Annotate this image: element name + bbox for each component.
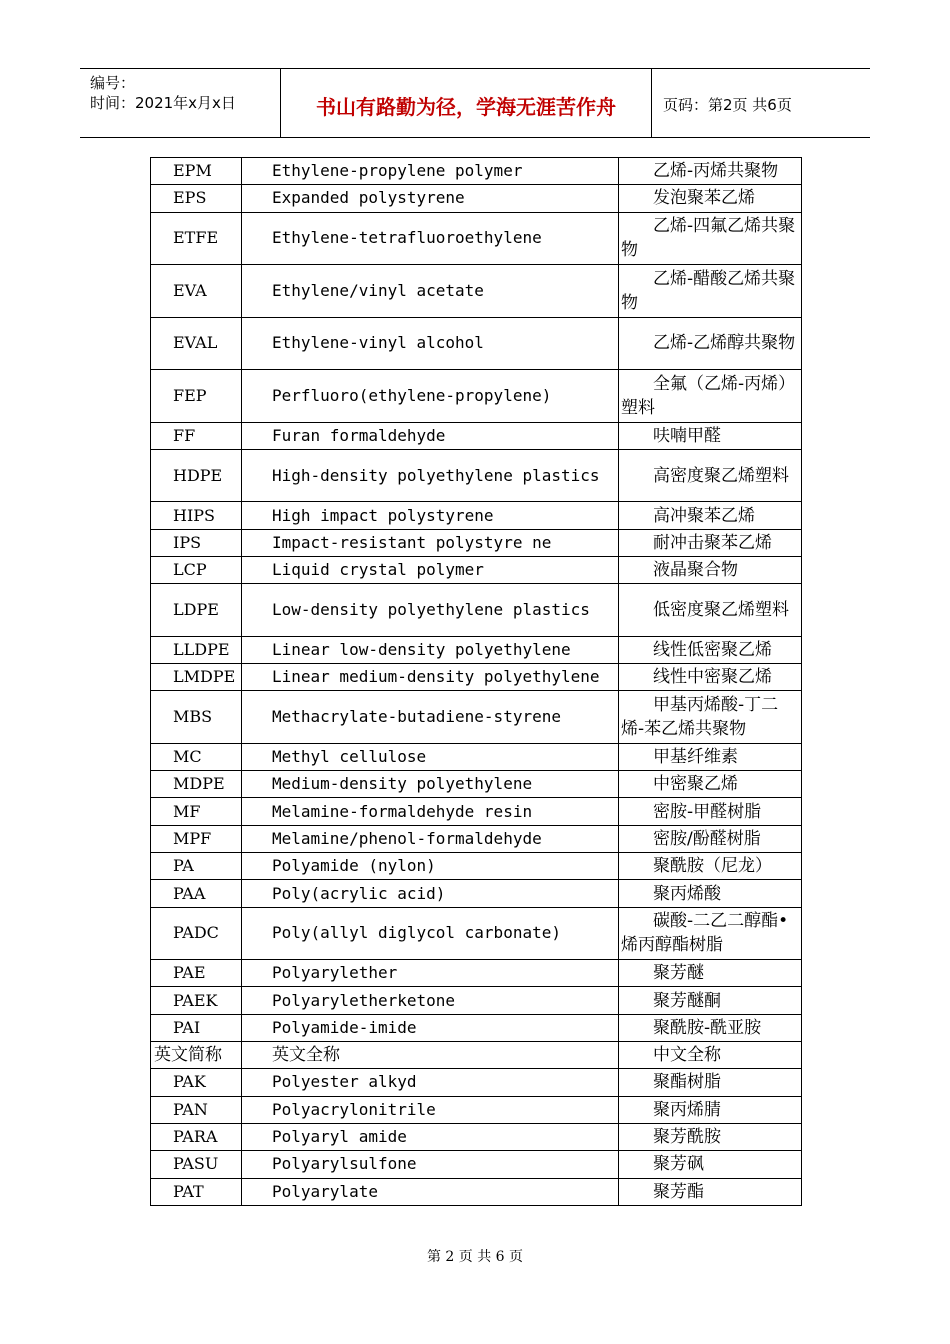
abbr-cell-text: MC [173, 747, 202, 767]
abbr-cell-text: EVA [173, 280, 207, 300]
english-name-cell [242, 265, 619, 317]
english-name-cell [242, 960, 619, 986]
abbr-cell-text: FEP [173, 385, 207, 405]
table-row [151, 265, 801, 318]
table-row [151, 853, 801, 880]
abbr-cell-text: HDPE [173, 465, 223, 485]
english-name-cell-text: Polyamide-imide [272, 1017, 417, 1037]
abbr-cell [151, 584, 242, 636]
english-name-cell-text: Polyarylate [272, 1181, 378, 1201]
abbr-cell-text: EPS [173, 188, 207, 208]
abbr-cell [151, 880, 242, 906]
chinese-name-cell [619, 1015, 801, 1041]
table-row [151, 1069, 801, 1096]
chinese-name-cell [619, 370, 801, 422]
chinese-name-cell [619, 450, 801, 502]
chinese-name-cell-text: 呋喃甲醛 [653, 425, 721, 446]
table-row [151, 744, 801, 771]
english-name-cell [242, 744, 619, 770]
table-row [151, 664, 801, 691]
english-name-cell [242, 318, 619, 370]
chinese-name-cell-text: 线性中密聚乙烯 [653, 667, 772, 688]
table-row [151, 158, 801, 185]
table-row [151, 987, 801, 1014]
chinese-name-cell [619, 826, 801, 852]
chinese-name-cell [619, 1097, 801, 1123]
table-row [151, 185, 801, 212]
abbr-cell-text: PAEK [173, 990, 218, 1010]
abbr-cell-text: PA [173, 856, 194, 876]
chinese-name-cell-text: 聚芳砜 [653, 1154, 704, 1175]
chinese-name-cell-text: 甲基丙烯酸-丁二烯-苯乙烯共聚物 [621, 695, 779, 740]
english-name-cell-text: High-density polyethylene plastics [272, 465, 600, 485]
chinese-name-cell [619, 637, 801, 663]
abbr-cell [151, 744, 242, 770]
abbr-cell [151, 1151, 242, 1177]
abbr-cell [151, 213, 242, 265]
chinese-name-cell [619, 664, 801, 690]
table-row [151, 318, 801, 371]
abbr-cell [151, 960, 242, 986]
english-name-cell [242, 584, 619, 636]
chinese-name-cell-text: 甲基纤维素 [653, 747, 738, 768]
english-name-cell-text: Linear low-density polyethylene [272, 639, 571, 659]
english-name-cell-text: Medium-density polyethylene [272, 774, 533, 794]
abbr-cell [151, 530, 242, 556]
english-name-cell-text: Perfluoro(ethylene-propylene) [272, 385, 552, 405]
english-name-cell [242, 450, 619, 502]
table-row [151, 213, 801, 266]
abbr-cell-text: LLDPE [173, 639, 230, 659]
chinese-name-cell-text: 密胺/酚醛树脂 [653, 828, 761, 849]
chinese-name-cell [619, 158, 801, 184]
abbr-cell-text: PAK [173, 1072, 206, 1092]
chinese-name-cell [619, 987, 801, 1013]
english-name-cell [242, 637, 619, 663]
abbr-cell [151, 185, 242, 211]
table-row [151, 1124, 801, 1151]
abbr-cell-text: PAA [173, 883, 206, 903]
english-name-cell-text: Melamine-formaldehyde resin [272, 801, 533, 821]
english-name-cell-text: Impact-resistant polystyre ne [272, 532, 552, 552]
abbr-cell [151, 318, 242, 370]
abbr-cell-text: PAI [173, 1017, 201, 1037]
abbr-cell [151, 664, 242, 690]
abbreviation-table [150, 157, 802, 1206]
chinese-name-cell [619, 744, 801, 770]
chinese-name-cell-text: 碳酸-二乙二醇酯• 烯丙醇酯树脂 [621, 911, 789, 956]
abbr-cell [151, 987, 242, 1013]
chinese-name-cell-text: 中文全称 [653, 1045, 721, 1066]
page-footer: 第 2 页 共 6 页 [426, 1249, 524, 1265]
english-name-cell-text: Polyaryl amide [272, 1127, 407, 1147]
chinese-name-cell [619, 318, 801, 370]
english-name-cell-text: Polyester alkyd [272, 1072, 417, 1092]
abbr-cell-text: MF [173, 801, 201, 821]
english-name-cell-text: Methyl cellulose [272, 747, 427, 767]
chinese-name-cell-text: 发泡聚苯乙烯 [653, 188, 755, 209]
abbr-cell [151, 502, 242, 528]
english-name-cell-text: Linear medium-density polyethylene [272, 667, 600, 687]
english-name-cell-text: Furan formaldehyde [272, 425, 446, 445]
english-name-cell-text: Expanded polystyrene [272, 188, 465, 208]
english-name-cell [242, 158, 619, 184]
abbr-cell-text: PARA [173, 1127, 218, 1147]
table-row [151, 771, 801, 798]
chinese-name-cell [619, 771, 801, 797]
abbr-cell [151, 370, 242, 422]
table-header-row [151, 1042, 801, 1069]
english-name-cell [242, 771, 619, 797]
abbr-cell [151, 798, 242, 824]
abbr-cell-text: 英文简称 [154, 1045, 222, 1066]
chinese-name-cell-text: 聚酰胺-酰亚胺 [653, 1017, 762, 1038]
table-row [151, 530, 801, 557]
table-row [151, 370, 801, 423]
table-row [151, 1179, 801, 1205]
english-name-cell-text: Poly(acrylic acid) [272, 883, 446, 903]
motto-text: 书山有路勤为径，学海无涯苦作舟 [316, 95, 616, 119]
english-name-cell-text: Liquid crystal polymer [272, 560, 484, 580]
abbr-cell [151, 158, 242, 184]
header-info-cell [80, 69, 281, 137]
chinese-name-cell [619, 213, 801, 265]
chinese-name-cell [619, 691, 801, 743]
chinese-name-cell-text: 高冲聚苯乙烯 [653, 505, 755, 526]
chinese-name-cell-text: 聚酯树脂 [653, 1072, 721, 1093]
chinese-name-cell [619, 265, 801, 317]
table-row [151, 960, 801, 987]
english-name-cell-text: Polyamide (nylon) [272, 856, 436, 876]
abbr-cell [151, 691, 242, 743]
chinese-name-cell-text: 中密聚乙烯 [653, 774, 738, 795]
table-row [151, 450, 801, 503]
chinese-name-cell-text: 聚芳醚 [653, 963, 704, 984]
chinese-name-cell-text: 乙烯-四氟乙烯共聚物 [621, 216, 796, 261]
chinese-name-cell [619, 584, 801, 636]
table-row [151, 826, 801, 853]
english-name-cell-text: Ethylene-propylene polymer [272, 161, 523, 181]
english-name-cell [242, 370, 619, 422]
english-name-cell [242, 1015, 619, 1041]
table-row [151, 1151, 801, 1178]
abbr-cell-text: MDPE [173, 774, 225, 794]
chinese-name-cell [619, 423, 801, 449]
english-name-cell-text: High impact polystyrene [272, 505, 494, 525]
english-name-cell-text: 英文全称 [272, 1045, 340, 1066]
english-name-cell [242, 1097, 619, 1123]
english-name-cell-text: Polyarylsulfone [272, 1154, 417, 1174]
table-row [151, 1097, 801, 1124]
english-name-cell-text: Ethylene/vinyl acetate [272, 280, 484, 300]
chinese-name-cell [619, 1069, 801, 1095]
abbr-cell-text: EPM [173, 161, 212, 181]
english-name-cell [242, 908, 619, 960]
table-row [151, 908, 801, 961]
english-name-cell [242, 880, 619, 906]
abbr-cell-text: LMDPE [173, 667, 236, 687]
english-name-cell-text: Methacrylate-butadiene-styrene [272, 707, 561, 727]
abbr-cell [151, 826, 242, 852]
english-name-cell-text: Polyarylether [272, 963, 398, 983]
table-row [151, 691, 801, 744]
table-row [151, 1015, 801, 1042]
abbr-cell-text: ETFE [173, 228, 219, 248]
table-row [151, 502, 801, 529]
time-label: 时间：2021年x月x日 [90, 94, 236, 112]
english-name-cell [242, 502, 619, 528]
abbr-cell-text: LDPE [173, 600, 219, 620]
table-row [151, 423, 801, 450]
english-name-cell [242, 423, 619, 449]
abbr-cell-text: IPS [173, 532, 202, 552]
chinese-name-cell-text: 全氟（乙烯-丙烯）塑料 [621, 373, 796, 418]
abbr-cell-text: LCP [173, 560, 207, 580]
abbr-cell [151, 1124, 242, 1150]
english-name-cell-text: Polyaryletherketone [272, 990, 456, 1010]
english-name-cell [242, 530, 619, 556]
abbr-cell [151, 557, 242, 583]
english-name-cell-text: Ethylene-vinyl alcohol [272, 333, 484, 353]
abbr-cell-text: MBS [173, 707, 213, 727]
chinese-name-cell-text: 聚丙烯腈 [653, 1099, 721, 1120]
chinese-name-cell-text: 聚芳醚酮 [653, 990, 721, 1011]
english-name-cell [242, 853, 619, 879]
page-header [80, 68, 870, 138]
abbr-cell-text: PAE [173, 963, 206, 983]
abbr-cell-text: EVAL [173, 333, 218, 353]
chinese-name-cell-text: 聚芳酯 [653, 1181, 704, 1202]
chinese-name-cell [619, 502, 801, 528]
chinese-name-cell [619, 530, 801, 556]
abbr-cell-text: PAT [173, 1181, 204, 1201]
chinese-name-cell [619, 1042, 801, 1068]
english-name-cell-text: Ethylene-tetrafluoroethylene [272, 228, 542, 248]
abbr-cell [151, 1069, 242, 1095]
chinese-name-cell-text: 聚芳酰胺 [653, 1127, 721, 1148]
chinese-name-cell [619, 908, 801, 960]
abbr-cell [151, 637, 242, 663]
abbr-cell-text: PAN [173, 1099, 208, 1119]
abbr-cell [151, 423, 242, 449]
english-name-cell [242, 1179, 619, 1205]
abbr-cell-text: HIPS [173, 505, 215, 525]
english-name-cell [242, 213, 619, 265]
chinese-name-cell [619, 1179, 801, 1205]
chinese-name-cell-text: 耐冲击聚苯乙烯 [653, 532, 772, 553]
abbr-cell [151, 771, 242, 797]
english-name-cell-text: Melamine/phenol-formaldehyde [272, 828, 542, 848]
chinese-name-cell-text: 乙烯-醋酸乙烯共聚物 [621, 268, 796, 313]
abbr-cell [151, 265, 242, 317]
english-name-cell [242, 1069, 619, 1095]
english-name-cell [242, 557, 619, 583]
table-row [151, 557, 801, 584]
english-name-cell [242, 987, 619, 1013]
english-name-cell [242, 1151, 619, 1177]
abbr-cell [151, 908, 242, 960]
chinese-name-cell-text: 高密度聚乙烯塑料 [653, 465, 789, 486]
chinese-name-cell [619, 1124, 801, 1150]
english-name-cell [242, 1042, 619, 1068]
english-name-cell [242, 798, 619, 824]
chinese-name-cell [619, 798, 801, 824]
chinese-name-cell-text: 聚丙烯酸 [653, 883, 721, 904]
abbr-cell [151, 1015, 242, 1041]
chinese-name-cell-text: 低密度聚乙烯塑料 [653, 600, 789, 621]
abbr-cell-text: PASU [173, 1154, 219, 1174]
english-name-cell-text: Polyacrylonitrile [272, 1099, 436, 1119]
abbr-cell [151, 1179, 242, 1205]
chinese-name-cell [619, 557, 801, 583]
abbr-cell-text: MPF [173, 828, 212, 848]
abbr-cell [151, 1097, 242, 1123]
chinese-name-cell-text: 线性低密聚乙烯 [653, 639, 772, 660]
table-row [151, 798, 801, 825]
number-label: 编号： [90, 74, 136, 92]
chinese-name-cell [619, 960, 801, 986]
abbr-cell [151, 450, 242, 502]
chinese-name-cell-text: 乙烯-丙烯共聚物 [653, 161, 779, 182]
chinese-name-cell-text: 液晶聚合物 [653, 560, 738, 581]
chinese-name-cell-text: 聚酰胺（尼龙） [653, 856, 772, 877]
table-row [151, 880, 801, 907]
english-name-cell [242, 185, 619, 211]
abbr-cell-text: FF [173, 425, 196, 445]
table-row [151, 584, 801, 637]
abbr-cell [151, 853, 242, 879]
chinese-name-cell [619, 185, 801, 211]
page-label: 页码：第2页 共6页 [663, 96, 792, 114]
abbr-cell [151, 1042, 242, 1068]
header-page-cell [652, 69, 870, 137]
chinese-name-cell [619, 1151, 801, 1177]
chinese-name-cell [619, 853, 801, 879]
english-name-cell [242, 664, 619, 690]
english-name-cell [242, 826, 619, 852]
chinese-name-cell-text: 密胺-甲醛树脂 [653, 801, 762, 822]
english-name-cell [242, 1124, 619, 1150]
chinese-name-cell-text: 乙烯-乙烯醇共聚物 [653, 333, 796, 354]
abbr-cell-text: PADC [173, 923, 219, 943]
english-name-cell-text: Poly(allyl diglycol carbonate) [272, 923, 561, 943]
header-motto-cell [281, 69, 652, 137]
chinese-name-cell [619, 880, 801, 906]
table-row [151, 637, 801, 664]
english-name-cell [242, 691, 619, 743]
english-name-cell-text: Low-density polyethylene plastics [272, 600, 590, 620]
